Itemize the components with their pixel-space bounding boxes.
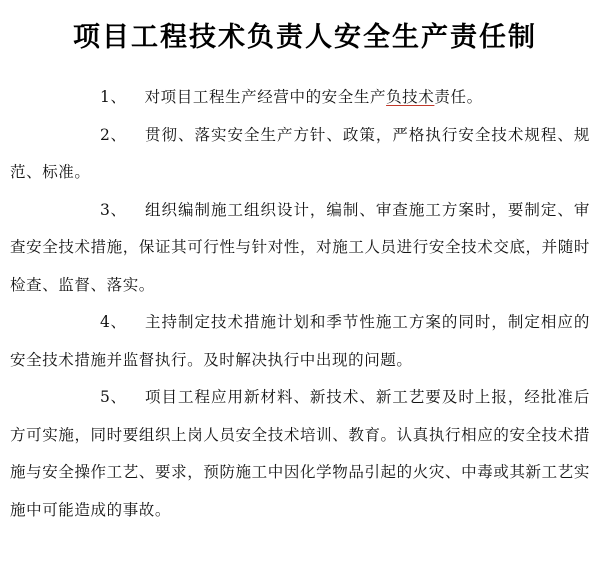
- paragraph-number: 2、: [100, 125, 127, 144]
- paragraph-4: [10, 304, 590, 379]
- paragraph-2: [10, 117, 590, 192]
- paragraph-text: 项目工程应用新材料、新技术、新工艺要及时上报，经批准后方可实施，同时要组织上岗人员安全技术培训、教育。认真执行相应的安全技术措施与安全操作工艺、要求，预防施工中因化学物品引起的火灾、中毒或其新工艺实施中可能造成的事故。: [10, 388, 590, 519]
- paragraph-1: [10, 79, 590, 117]
- paragraph-number: 5、: [100, 388, 127, 406]
- paragraph-text: 组织编制施工组织设计，编制、审查施工方案时，要制定、审查安全技术措施，保证其可行性与针对性，对施工人员进行安全技术交底，并随时检查、监督、落实。: [10, 200, 590, 294]
- underlined-text: 负技术: [386, 88, 435, 106]
- paragraph-number: 1、: [100, 88, 127, 106]
- paragraph-3: [10, 192, 590, 305]
- paragraph-text: 主持制定技术措施计划和季节性施工方案的同时，制定相应的安全技术措施并监督执行。及时解决执行中出现的问题。: [10, 313, 590, 369]
- paragraph-text: 贯彻、落实安全生产方针、政策，严格执行安全技术规程、规范、标准。: [10, 125, 590, 181]
- paragraph-5: [10, 379, 590, 529]
- paragraph-number: 3、: [100, 200, 127, 219]
- paragraph-text: 对项目工程生产经营中的安全生产: [144, 88, 387, 106]
- document-title: 项目工程技术负责人安全生产责任制: [73, 22, 537, 54]
- paragraph-text-end: 责任。: [434, 88, 483, 106]
- document-body: [10, 79, 590, 529]
- paragraph-number: 4、: [100, 313, 127, 331]
